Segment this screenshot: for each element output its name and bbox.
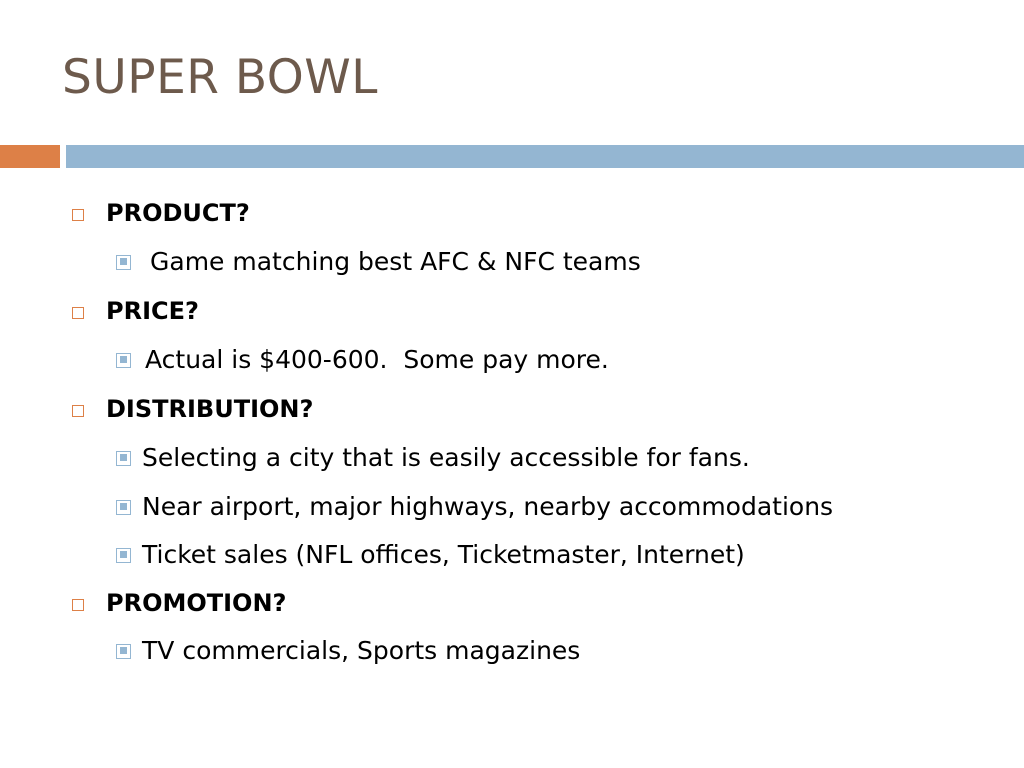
filled-square-bullet-icon [116,500,131,515]
section-heading: DISTRIBUTION? [106,395,314,423]
bullet-item [116,489,833,523]
bullet-item [116,440,750,474]
bullet-item [116,342,609,376]
bullet-item [116,633,580,667]
section-heading: PRODUCT? [106,199,250,227]
section-heading: PRICE? [106,297,199,325]
bullet-text: Near airport, major highways, nearby accommodations [142,491,834,521]
section-distribution [72,392,313,426]
bullet-text: TV commercials, Sports magazines [142,635,581,665]
filled-square-bullet-icon [116,451,131,466]
bullet-text: Actual is $400-600. Some pay more. [145,344,609,374]
bullet-item [116,537,745,571]
bullet-text: Game matching best AFC & NFC teams [150,246,641,276]
section-heading: PROMOTION? [106,589,287,617]
bullet-item [116,244,641,278]
bullet-text: Selecting a city that is easily accessible for fans. [142,442,750,472]
hollow-square-bullet-icon [72,405,84,417]
slide-title: SUPER BOWL [62,50,378,105]
filled-square-bullet-icon [116,548,131,563]
filled-square-bullet-icon [116,353,131,368]
section-price [72,294,199,328]
filled-square-bullet-icon [116,255,131,270]
section-product [72,196,250,230]
bullet-text: Ticket sales (NFL offices, Ticketmaster, Internet) [142,539,745,569]
hollow-square-bullet-icon [72,209,84,221]
section-promotion [72,586,286,620]
hollow-square-bullet-icon [72,307,84,319]
hollow-square-bullet-icon [72,599,84,611]
filled-square-bullet-icon [116,644,131,659]
